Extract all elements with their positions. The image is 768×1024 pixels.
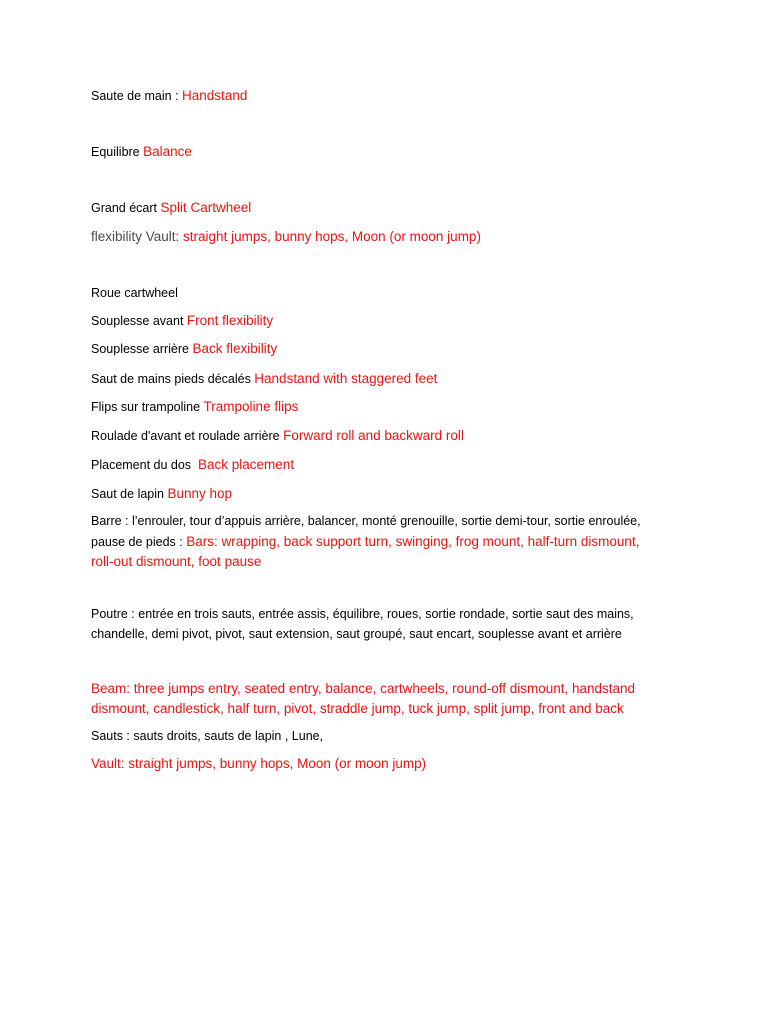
- line-front-flexibility: [91, 311, 681, 331]
- english-translation: Back placement: [198, 457, 295, 472]
- paragraph-barre: [91, 512, 681, 572]
- french-term: Placement du dos: [91, 458, 199, 472]
- french-term: Saute de main :: [91, 89, 183, 103]
- barre-english-line-3: roll-out dismount, foot pause: [91, 554, 262, 569]
- line-staggered-feet: [91, 369, 681, 389]
- barre-french-line-2: pause de pieds :: [91, 534, 187, 549]
- line-handstand: [91, 86, 681, 106]
- poutre-french-line-2: chandelle, demi pivot, pivot, saut extension, saut groupé, saut encart, souplesse avant et arrière: [91, 626, 622, 641]
- english-translation: Trampoline flips: [203, 399, 299, 414]
- french-term: Roue cartwheel: [91, 286, 178, 300]
- sauts-french: Sauts : sauts droits, sauts de lapin , Lune,: [91, 729, 324, 743]
- beam-english-line-1: Beam: three jumps entry, seated entry, balance, cartwheels, round-off dismount, handstand: [91, 681, 636, 696]
- french-term: Saut de mains pieds décalés: [91, 372, 255, 386]
- line-bunny-hop: [91, 484, 681, 504]
- line-back-flexibility: [91, 339, 681, 359]
- french-term: Souplesse avant: [91, 314, 187, 328]
- line-cartwheel: [91, 283, 681, 303]
- french-term: Grand écart: [91, 201, 161, 215]
- vault-english: Vault: straight jumps, bunny hops, Moon (or moon jump): [91, 756, 427, 771]
- line-sauts: [91, 726, 681, 746]
- english-translation: straight jumps, bunny hops, Moon (or moon jump): [183, 229, 481, 244]
- english-translation: Handstand with staggered feet: [254, 371, 438, 386]
- line-flexibility-vault: [91, 227, 681, 247]
- line-split: [91, 198, 681, 218]
- barre-french-line-1: Barre : l’enrouler, tour d’appuis arrière, balancer, monté grenouille, sortie demi-tour, sortie enroulée,: [91, 514, 641, 528]
- poutre-french-line-1: Poutre : entrée en trois sauts, entrée assis, équilibre, roues, sortie rondade, sortie saut des mains,: [91, 607, 634, 621]
- paragraph-poutre: [91, 605, 681, 644]
- english-translation: Bunny hop: [167, 486, 233, 501]
- french-term: Flips sur trampoline: [91, 400, 204, 414]
- french-term: Equilibre: [91, 145, 144, 159]
- french-term: Roulade d'avant et roulade arrière: [91, 429, 284, 443]
- french-term: Souplesse arrière: [91, 342, 193, 356]
- french-term: Saut de lapin: [91, 487, 168, 501]
- english-translation: Forward roll and backward roll: [283, 428, 464, 443]
- line-rolls: [91, 426, 681, 446]
- english-translation: Balance: [143, 144, 192, 159]
- line-vault: [91, 754, 681, 774]
- line-back-placement: [91, 455, 681, 475]
- beam-english-line-2: dismount, candlestick, half turn, pivot, straddle jump, tuck jump, split jump, front and back: [91, 700, 624, 716]
- english-translation: Back flexibility: [192, 341, 278, 356]
- english-translation: Handstand: [182, 88, 248, 103]
- line-balance: [91, 142, 681, 162]
- barre-english-line-2: Bars: wrapping, back support turn, swinging, frog mount, half-turn dismount,: [186, 533, 640, 549]
- line-trampoline: [91, 397, 681, 417]
- paragraph-beam: [91, 679, 681, 718]
- english-translation: Split Cartwheel: [160, 200, 252, 215]
- muted-term: flexibility Vault:: [91, 229, 184, 244]
- english-translation: Front flexibility: [186, 313, 274, 328]
